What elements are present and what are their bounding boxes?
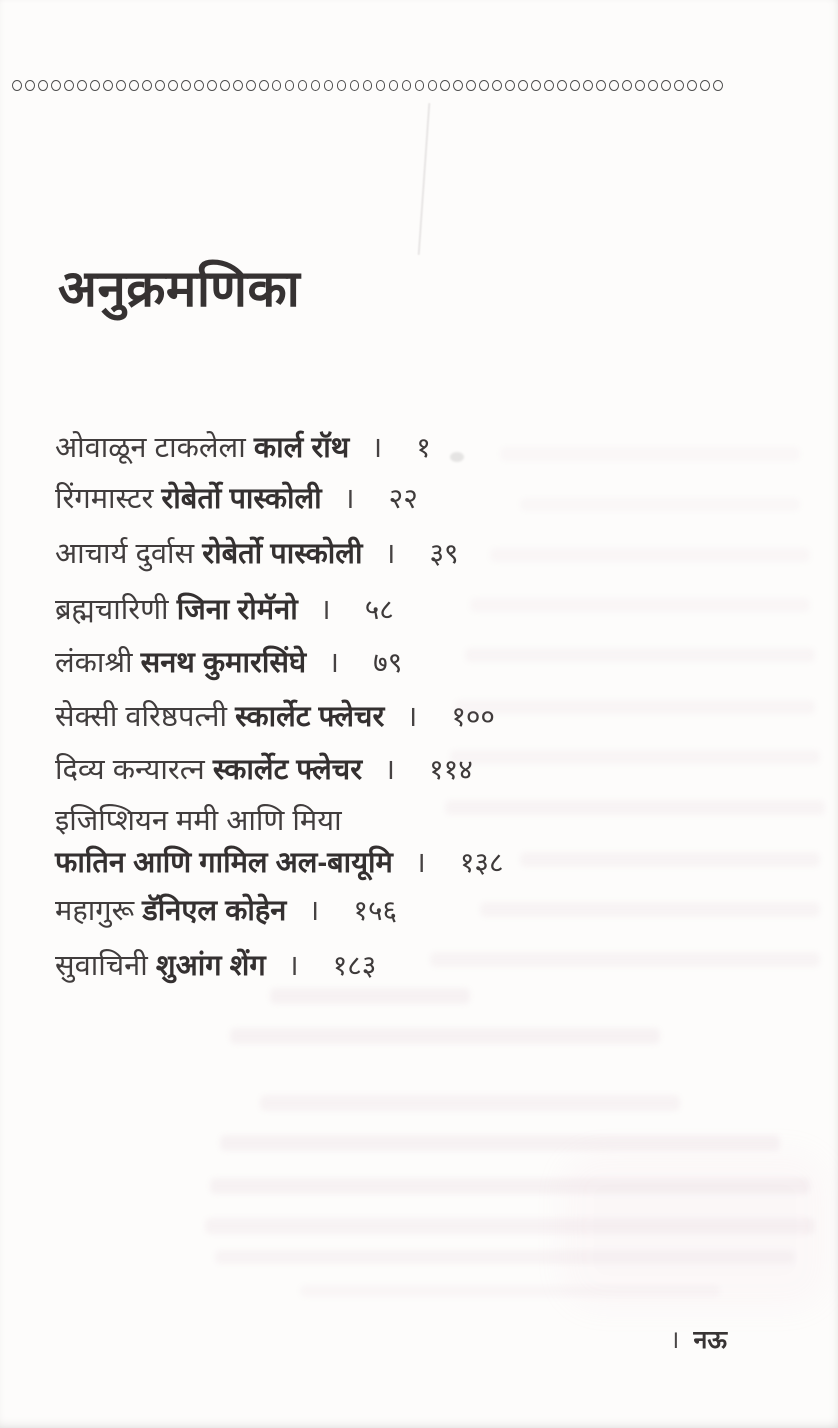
toc-entry (55, 536, 459, 572)
toc-entry-prefix: लंकाश्री (55, 647, 133, 679)
toc-entry-name: रोबेर्तो पास्कोली (202, 538, 363, 570)
toc-entry-prefix: रिंगमास्टर (55, 483, 154, 515)
scan-speckle-artifact (450, 452, 464, 462)
toc-entry (55, 803, 342, 839)
toc-entry-name: सनथ कुमारसिंघे (140, 647, 307, 679)
toc-entry-prefix: सेक्सी वरिष्ठपत्नी (55, 701, 227, 733)
footer-separator: । (670, 1326, 680, 1354)
toc-entry-page-number: १५६ (353, 895, 398, 926)
toc-entry (55, 699, 495, 735)
toc-entry-page-number: १८३ (332, 950, 377, 981)
toc-entry-page-number: २२ (388, 483, 418, 514)
toc-entry (55, 592, 394, 628)
toc-entry-page-number: ५८ (364, 594, 394, 625)
toc-entry-prefix: ओवाळून टाकलेला (55, 432, 246, 464)
toc-entry-separator: । (406, 701, 418, 733)
toc-entry-name: डॅनिएल कोहेन (142, 895, 287, 927)
toc-entry-separator: । (414, 847, 426, 879)
toc-entry (55, 645, 402, 681)
page-title: अनुक्रमणिका (58, 260, 301, 317)
toc-entry-prefix: महागुरू (55, 895, 135, 927)
toc-entry-separator: । (328, 647, 340, 679)
toc-entry (55, 752, 473, 788)
toc-entry-separator: । (384, 754, 396, 786)
page-footer (670, 1322, 727, 1356)
toc-entry-separator: । (371, 432, 383, 464)
toc-entry-page-number: ३९ (429, 538, 459, 569)
toc-entry-page-number: ७९ (373, 647, 403, 678)
toc-entry (55, 893, 397, 929)
toc-entry-name: कार्ल रॉथ (253, 432, 350, 464)
toc-entry-name: जिना रोमॅनो (176, 594, 298, 626)
toc-entry-prefix: आचार्य दुर्वास (55, 538, 195, 570)
toc-entry (55, 948, 376, 984)
footer-page-number-word: नऊ (693, 1326, 727, 1354)
toc-entry-name: स्कार्लेट फ्लेचर (212, 754, 363, 786)
toc-entry-prefix: ब्रह्मचारिणी (55, 594, 169, 626)
toc-entry-prefix: सुवाचिनी (55, 950, 148, 982)
toc-entry (55, 430, 431, 466)
toc-entry-separator: । (343, 483, 355, 515)
toc-entry-name: स्कार्लेट फ्लेचर (235, 701, 385, 733)
toc-entry-prefix: दिव्य कन्यारत्न (55, 754, 205, 786)
toc-entry-page-number: १०० (451, 701, 495, 732)
toc-entry (55, 845, 504, 881)
toc-entry-name: रोबेर्तो पास्कोली (161, 483, 322, 515)
toc-entry-separator: । (287, 950, 299, 982)
toc-entry-prefix: इजिप्शियन ममी आणि मिया (55, 805, 342, 837)
toc-entry-name: शुआंग शेंग (155, 950, 266, 982)
toc-entry-separator: । (384, 538, 396, 570)
toc-entry-page-number: १ (416, 432, 431, 463)
toc-entry-separator: । (308, 895, 320, 927)
toc-entry (55, 481, 418, 517)
toc-entry-page-number: १३८ (459, 847, 504, 878)
toc-entry-name: फातिन आणि गामिल अल-बायूमि (55, 847, 393, 879)
toc-entry-separator: । (319, 594, 331, 626)
toc-entry-page-number: ११४ (429, 754, 473, 785)
